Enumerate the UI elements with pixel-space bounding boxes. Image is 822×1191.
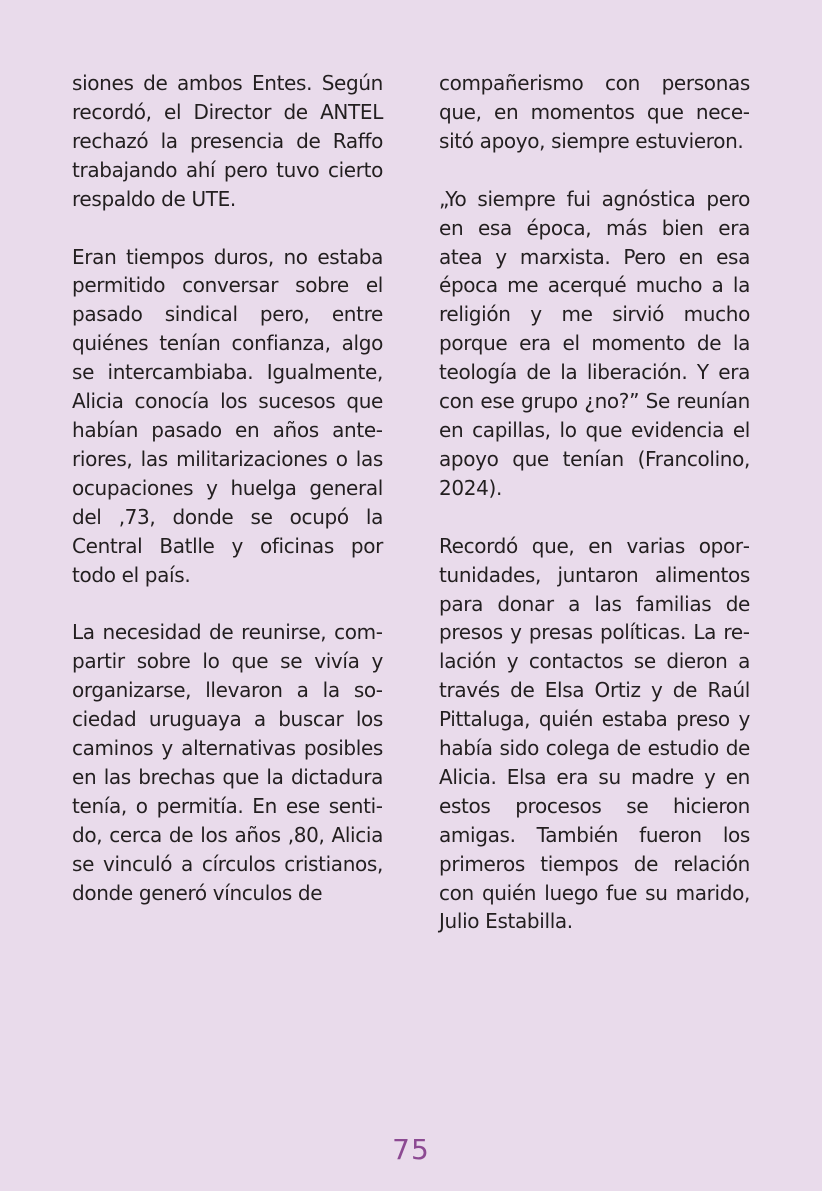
left-column [72, 69, 383, 907]
paragraph: compañerismo con personas que, en momentos que necesitó apoyo, siempre estuvieron. [439, 71, 750, 153]
paragraph: La necesidad de reunirse, compartir sobre lo que se vivía y organizarse, llevaron a la sociedad uruguaya a buscar los caminos y alternativas posibles en las brechas que la dictadura tenía, o permitía. En ese sentido, cerca de los años ‚80, Alicia se vinculó a círculos cristianos, donde generó vínculos de [72, 620, 383, 905]
right-column [439, 69, 750, 936]
paragraph: Eran tiempos duros, no estaba permitido conversar sobre el pasado sindical pero, entre quiénes tenían confianza, algo se intercambiaba. Igualmente, Alicia conocía los sucesos que habían pasado en años anteriores, las militarizaciones o las ocupaciones y huelga general del ‚73, donde se ocupó la Central Batlle y oficinas por todo el país. [72, 244, 383, 587]
paragraph: Recordó que, en varias oportunidades, juntaron alimentos para donar a las familias de presos y presas políticas. La relación y contactos se dieron a través de Elsa Ortiz y de Raúl Pittaluga, quién estaba preso y había sido colega de estudio de Alicia. Elsa era su madre y en estos procesos se hicieron amigas. También fueron los primeros tiempos de relación con quién luego fue su marido, Julio Estabilla. [439, 533, 750, 934]
paragraph: siones de ambos Entes. Según recordó, el Director de ANTEL rechazó la presencia de Raffo trabajando ahí pero tuvo cierto respaldo de UTE. [72, 71, 383, 211]
page-number: 75 [392, 1133, 430, 1166]
paragraph: „Yo siempre fui agnóstica pero en esa época, más bien era atea y marxista. Pero en esa época me acerqué mucho a la religión y me sirvió mucho porque era el momento de la teología de la liberación. Y era con ese grupo ¿no?” Se reunían en capillas, lo que evidencia el apoyo que tenían (Francolino, 2024). [439, 186, 750, 500]
